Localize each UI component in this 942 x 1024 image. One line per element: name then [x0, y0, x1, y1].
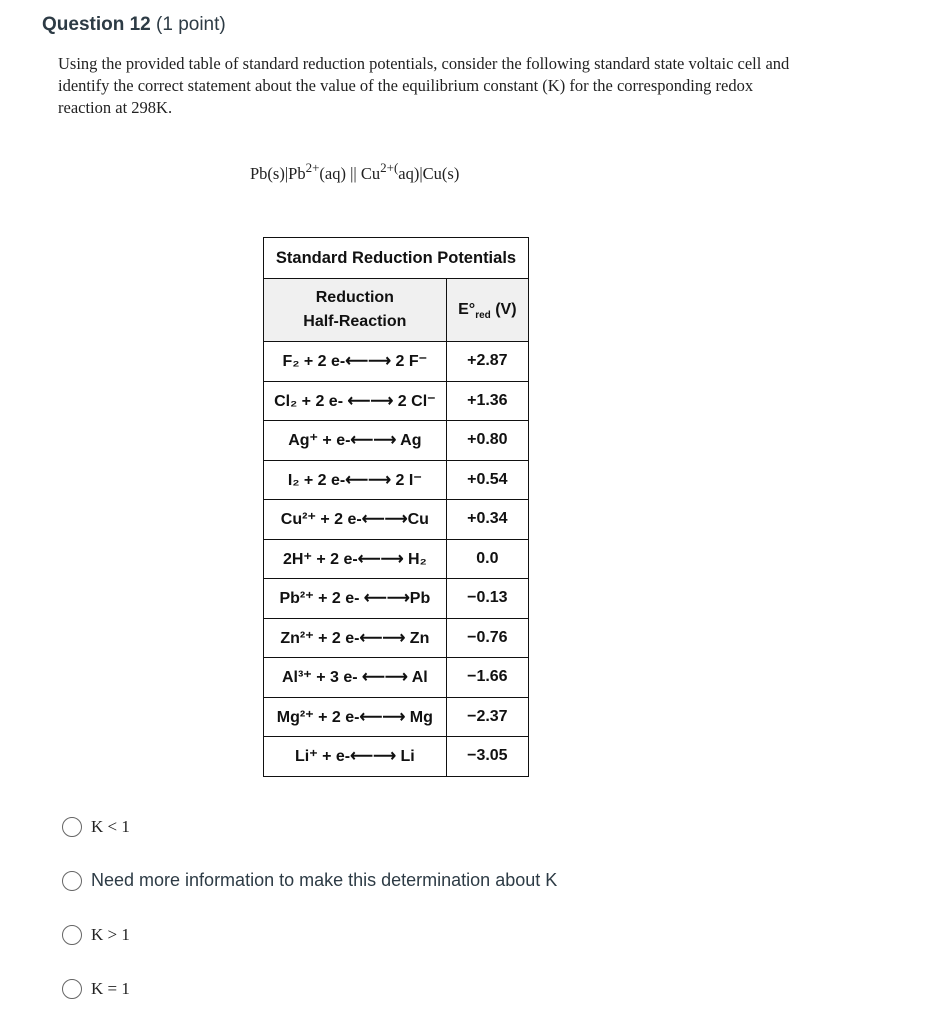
table-row	[264, 460, 529, 500]
potential-value: −1.66	[446, 658, 528, 698]
radio-button[interactable]	[62, 817, 82, 837]
potential-value: +2.87	[446, 342, 528, 382]
potential-value: −0.76	[446, 618, 528, 658]
option-label: Need more information to make this determination about K	[91, 870, 558, 890]
table-row	[264, 618, 529, 658]
radio-button[interactable]	[62, 871, 82, 891]
pb-charge: 2+	[305, 160, 320, 175]
question-header	[42, 14, 226, 36]
question-points: (1 point)	[156, 14, 226, 35]
half-reaction: F₂ + 2 e-⟵⟶ 2 F⁻	[264, 342, 447, 382]
header-e-symbol: E°	[458, 301, 476, 318]
option-k-greater-than-1[interactable]	[62, 925, 130, 945]
header-e-subscript: red	[475, 310, 491, 322]
potential-value: −2.37	[446, 697, 528, 737]
half-reaction: Al³⁺ + 3 e- ⟵⟶ Al	[264, 658, 447, 698]
question-title: Question 12	[42, 14, 151, 35]
option-label: K > 1	[91, 925, 130, 944]
potential-value: −0.13	[446, 579, 528, 619]
header-unit: (V)	[490, 301, 517, 318]
half-reaction: Li⁺ + e-⟵⟶ Li	[264, 737, 447, 777]
header-line1: Reduction	[315, 289, 394, 306]
question-prompt: Using the provided table of standard reduction potentials, consider the following standard state voltaic cell and identify the correct statement about the value of the equilibrium constant (K) for the corresponding redox reaction at 298K.	[58, 54, 790, 117]
option-label: K < 1	[91, 817, 130, 836]
option-need-more-info[interactable]	[62, 870, 557, 891]
table-caption: Standard Reduction Potentials	[264, 238, 529, 279]
half-reaction: Cu²⁺ + 2 e-⟵⟶Cu	[264, 500, 447, 540]
table-row	[264, 737, 529, 777]
potential-value: +0.80	[446, 421, 528, 461]
half-reaction: Pb²⁺ + 2 e- ⟵⟶Pb	[264, 579, 447, 619]
potential-value: 0.0	[446, 539, 528, 579]
half-reaction: Mg²⁺ + 2 e-⟵⟶ Mg	[264, 697, 447, 737]
table-row	[264, 539, 529, 579]
table-row	[264, 500, 529, 540]
option-k-less-than-1[interactable]	[62, 817, 130, 837]
table-row	[264, 342, 529, 382]
cell-left: Pb(s)|Pb	[250, 164, 306, 183]
half-reaction: I₂ + 2 e-⟵⟶ 2 I⁻	[264, 460, 447, 500]
potential-value: +0.54	[446, 460, 528, 500]
option-k-equals-1[interactable]	[62, 979, 130, 999]
potential-value: −3.05	[446, 737, 528, 777]
option-label: K = 1	[91, 979, 130, 998]
radio-button[interactable]	[62, 925, 82, 945]
table-row	[264, 658, 529, 698]
cell-notation	[250, 160, 460, 184]
potential-value: +0.34	[446, 500, 528, 540]
cell-right: aq)|Cu(s)	[398, 164, 460, 183]
half-reaction: Ag⁺ + e-⟵⟶ Ag	[264, 421, 447, 461]
table-row	[264, 381, 529, 421]
half-reaction: Cl₂ + 2 e- ⟵⟶ 2 Cl⁻	[264, 381, 447, 421]
table-row	[264, 579, 529, 619]
cell-middle: (aq) || Cu	[319, 164, 381, 183]
table-row	[264, 697, 529, 737]
radio-button[interactable]	[62, 979, 82, 999]
half-reaction: Zn²⁺ + 2 e-⟵⟶ Zn	[264, 618, 447, 658]
header-line2: Half-Reaction	[303, 313, 407, 330]
cu-charge: 2+(	[380, 160, 399, 175]
reduction-potentials-table	[263, 237, 529, 777]
table-row	[264, 421, 529, 461]
potential-value: +1.36	[446, 381, 528, 421]
half-reaction: 2H⁺ + 2 e-⟵⟶ H₂	[264, 539, 447, 579]
header-potential	[446, 279, 528, 342]
header-half-reaction	[264, 279, 447, 342]
